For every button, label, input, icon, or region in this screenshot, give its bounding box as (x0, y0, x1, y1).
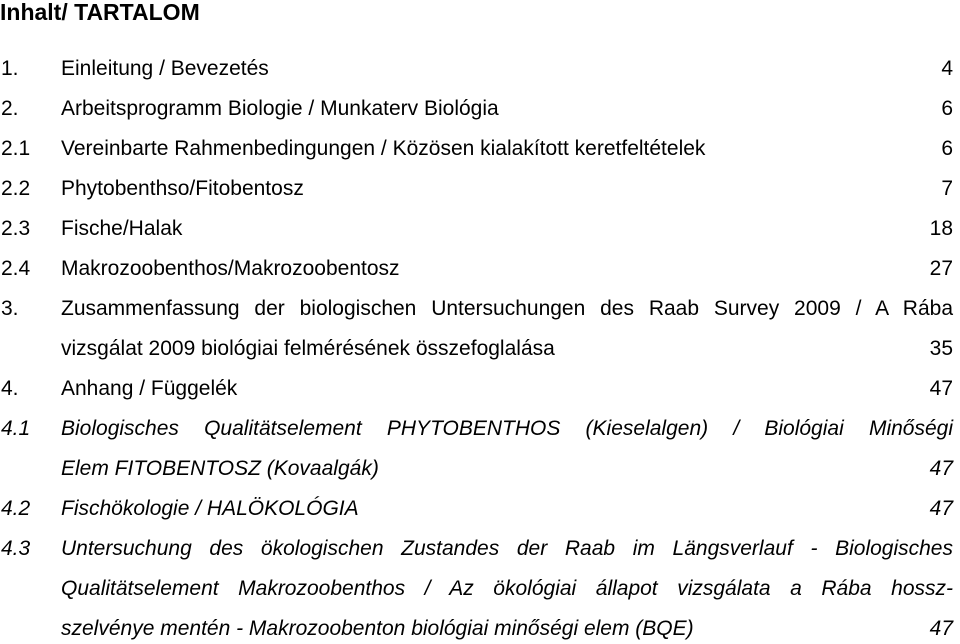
toc-entry-4-3-continued-2[interactable] (0, 614, 953, 644)
toc-entry-4-3[interactable] (0, 534, 953, 564)
toc-entry-title-line-2: vizsgálat 2009 biológiai felmérésének összefoglalása (61, 337, 555, 360)
toc-entry-title: Makrozoobenthos/Makrozoobentosz (61, 257, 400, 280)
toc-entry-1[interactable] (0, 54, 953, 84)
toc-entry-3[interactable] (0, 294, 953, 324)
toc-entry-number: 2.1 (1, 137, 31, 160)
toc-entry-title-line-2: Qualitätselement Makrozoobenthos / Az ökológiai állapot vizsgálata a Rába hossz- (61, 577, 953, 600)
toc-entry-page: 6 (941, 97, 953, 120)
toc-entry-page: 35 (929, 337, 953, 360)
toc-entry-title: Phytobenthso/Fitobentosz (61, 177, 304, 200)
toc-entry-title-line-3: szelvénye mentén - Makrozoobenton biológiai minőségi elem (BQE) (61, 617, 694, 640)
toc-entry-page: 47 (929, 457, 953, 480)
toc-entry-title: Einleitung / Bevezetés (61, 57, 269, 80)
toc-entry-number: 4. (1, 377, 19, 400)
toc-entry-4-3-continued[interactable] (0, 574, 953, 604)
toc-entry-page: 4 (941, 57, 953, 80)
toc-entry-4-1[interactable] (0, 414, 953, 444)
toc-entry-number: 4.2 (1, 497, 31, 520)
toc-entry-title-line-1: Zusammenfassung der biologischen Untersuchungen des Raab Survey 2009 / A Rába (61, 297, 953, 320)
toc-entry-title: Fischökologie / HALÖKOLÓGIA (61, 497, 359, 520)
toc-entry-title-line-2: Elem FITOBENTOSZ (Kovaalgák) (61, 457, 379, 480)
toc-entry-2[interactable] (0, 94, 953, 124)
toc-entry-number: 3. (1, 297, 19, 320)
toc-entry-2-2[interactable] (0, 174, 953, 204)
toc-entry-title-line-1: Untersuchung des ökologischen Zustandes der Raab im Längsverlauf - Biologisches (61, 537, 953, 560)
toc-entry-number: 4.3 (1, 537, 31, 560)
toc-entry-4-1-continued[interactable] (0, 454, 953, 484)
toc-entry-title: Anhang / Függelék (61, 377, 238, 400)
toc-entry-page: 27 (929, 257, 953, 280)
toc-entry-number: 2.2 (1, 177, 31, 200)
toc-entry-number: 2.3 (1, 217, 31, 240)
toc-entry-page: 18 (929, 217, 953, 240)
toc-entry-number: 1. (1, 57, 19, 80)
toc-entry-title: Arbeitsprogramm Biologie / Munkaterv Biológia (61, 97, 499, 120)
toc-entry-2-4[interactable] (0, 254, 953, 284)
toc-entry-4-2[interactable] (0, 494, 953, 524)
toc-entry-number: 4.1 (1, 417, 31, 440)
toc-entry-page: 7 (941, 177, 953, 200)
toc-entry-4[interactable] (0, 374, 953, 404)
toc-entry-3-continued[interactable] (0, 334, 953, 364)
toc-entry-page: 47 (929, 617, 953, 640)
toc-entry-number: 2.4 (1, 257, 31, 280)
toc-entry-number: 2. (1, 97, 19, 120)
toc-entry-title: Fische/Halak (61, 217, 183, 240)
page-title: Inhalt/ TARTALOM (0, 0, 200, 25)
toc-entry-title-line-1: Biologisches Qualitätselement PHYTOBENTHOS (Kieselalgen) / Biológiai Minőségi (61, 417, 953, 440)
toc-entry-page: 6 (941, 137, 953, 160)
toc-entry-title: Vereinbarte Rahmenbedingungen / Közösen kialakított keretfeltételek (61, 137, 706, 160)
toc-entry-page: 47 (929, 377, 953, 400)
toc-entry-2-3[interactable] (0, 214, 953, 244)
toc-entry-2-1[interactable] (0, 134, 953, 164)
toc-entry-page: 47 (929, 497, 953, 520)
